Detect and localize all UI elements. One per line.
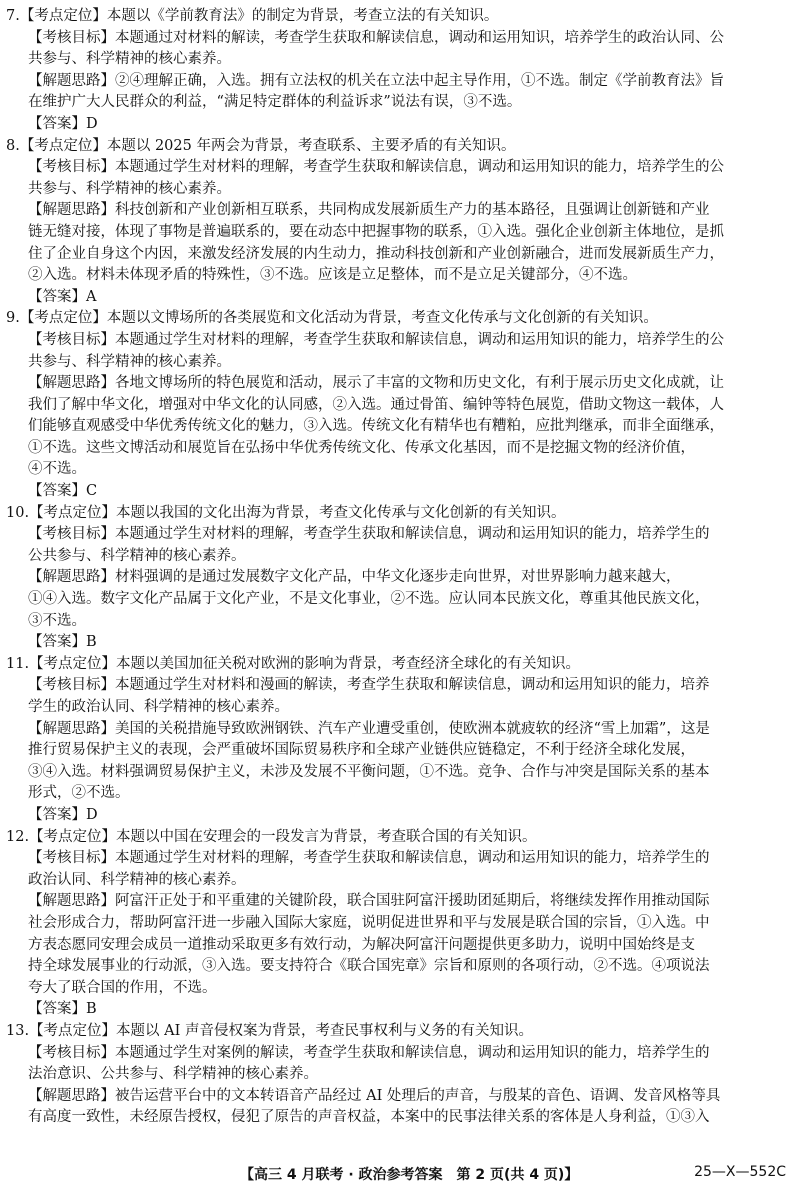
question-heading-line: 12.【考点定位】本题以中国在安理会的一段发言为背景，考查联合国的有关知识。 xyxy=(6,828,537,845)
question-text-line: ④不选。 xyxy=(28,461,86,478)
question-text-line: 方表态愿同安理会成员一道推动采取更多有效行动，为解决阿富汗问题提供更多助力，说明中国始终是支 xyxy=(28,936,695,953)
page-footer xyxy=(0,1164,800,1188)
answer-document xyxy=(6,6,794,1129)
footer-code: 25—X—552C xyxy=(694,1164,786,1180)
question-text-line: 【考核目标】本题通过对材料的解读，考查学生获取和解读信息，调动和运用知识，培养学生的政治认同、公 xyxy=(28,29,724,46)
question-text-line: 推行贸易保护主义的表现，会严重破坏国际贸易秩序和全球产业链供应链稳定，不利于经济全球化发展， xyxy=(28,742,695,759)
question-heading-line: 8.【考点定位】本题以 2025 年两会为背景，考查联系、主要矛盾的有关知识。 xyxy=(6,137,516,154)
question-text-line: ③④入选。材料强调贸易保护主义，未涉及发展不平衡问题，①不选。竞争、合作与冲突是国际关系的基本 xyxy=(28,763,710,780)
question-text-line: 【解题思路】科技创新和产业创新相互联系，共同构成发展新质生产力的基本路径，且强调让创新链和产业 xyxy=(28,202,710,219)
question-text-line: 【答案】B xyxy=(28,634,97,651)
question-text-line: 社会形成合力，帮助阿富汗进一步融入国际大家庭，说明促进世界和平与发展是联合国的宗旨，①入选。中 xyxy=(28,914,710,931)
footer-title: 【高三 4 月联考 · 政治参考答案 第 2 页(共 4 页)】 xyxy=(240,1167,579,1183)
question-text-line: 有高度一致性，未经原告授权，侵犯了原告的声音权益，本案中的民事法律关系的客体是人身利益，①③入 xyxy=(28,1109,710,1126)
question-block xyxy=(6,136,794,309)
question-heading-line: 11.【考点定位】本题以美国加征关税对欧洲的影响为背景，考查经济全球化的有关知识。 xyxy=(6,655,581,672)
question-text-line: 【解题思路】②④理解正确，入选。拥有立法权的机关在立法中起主导作用，①不选。制定《学前教育法》旨 xyxy=(28,72,724,89)
question-heading-line: 13.【考点定位】本题以 AI 声音侵权案为背景，考查民事权利与义务的有关知识。 xyxy=(6,1022,533,1039)
question-text-line: 在维护广大人民群众的利益，“满足特定群体的利益诉求”说法有误，③不选。 xyxy=(28,94,522,111)
question-text-line: ①不选。这些文博活动和展览旨在弘扬中华优秀传统文化、传承文化基因，而不是挖掘文物的经济价值， xyxy=(28,439,695,456)
question-text-line: 【答案】A xyxy=(28,288,97,305)
question-heading-line: 9.【考点定位】本题以文博场所的各类展览和文化活动为背景，考查文化传承与文化创新的有关知识。 xyxy=(6,310,658,327)
question-text-line: 【解题思路】阿富汗正处于和平重建的关键阶段，联合国驻阿富汗援助团延期后，将继续发挥作用推动国际 xyxy=(28,893,710,910)
question-heading-line: 10.【考点定位】本题以我国的文化出海为背景，考查文化传承与文化创新的有关知识。 xyxy=(6,504,566,521)
question-text-line: 【解题思路】材料强调的是通过发展数字文化产品，中华文化逐步走向世界，对世界影响力越来越大， xyxy=(28,569,681,586)
question-block xyxy=(6,308,794,502)
question-text-line: 政治认同、科学精神的核心素养。 xyxy=(28,871,246,888)
question-text-line: 【考核目标】本题通过学生对材料和漫画的解读，考查学生获取和解读信息，调动和运用知识的能力，培养 xyxy=(28,677,710,694)
question-text-line: 【考核目标】本题通过学生对材料的理解，考查学生获取和解读信息，调动和运用知识的能力，培养学生的 xyxy=(28,526,710,543)
question-text-line: 们能够直观感受中华优秀传统文化的魅力，③入选。传统文化有精华也有糟粕，应批判继承，而非全面继承， xyxy=(28,418,724,435)
question-text-line: 形式，②不选。 xyxy=(28,785,130,802)
question-block xyxy=(6,654,794,827)
question-text-line: 链无缝对接，体现了事物是普遍联系的，要在动态中把握事物的联系，①入选。强化企业创新主体地位，是抓 xyxy=(28,223,724,240)
question-block xyxy=(6,827,794,1021)
question-block xyxy=(6,1021,794,1129)
question-text-line: ③不选。 xyxy=(28,612,86,629)
question-text-line: ①④入选。数字文化产品属于文化产业，不是文化事业，②不选。应认同本民族文化，尊重其他民族文化， xyxy=(28,591,710,608)
question-text-line: 共参与、科学精神的核心素养。 xyxy=(28,180,231,197)
question-block xyxy=(6,503,794,654)
question-text-line: 【答案】B xyxy=(28,1001,97,1018)
question-text-line: 【考核目标】本题通过学生对材料的理解，考查学生获取和解读信息，调动和运用知识的能力，培养学生的公 xyxy=(28,159,724,176)
question-text-line: 法治意识、公共参与、科学精神的核心素养。 xyxy=(28,1066,318,1083)
question-text-line: 【解题思路】各地文博场所的特色展览和活动，展示了丰富的文物和历史文化，有利于展示历史文化成就，让 xyxy=(28,375,724,392)
question-text-line: 共参与、科学精神的核心素养。 xyxy=(28,51,231,68)
question-text-line: 【解题思路】美国的关税措施导致欧洲钢铁、汽车产业遭受重创，使欧洲本就疲软的经济“雪上加霜”，这是 xyxy=(28,720,710,737)
question-text-line: 【考核目标】本题通过学生对材料的理解，考查学生获取和解读信息，调动和运用知识的能力，培养学生的 xyxy=(28,850,710,867)
question-text-line: 【答案】D xyxy=(28,115,98,132)
question-text-line: 公共参与、科学精神的核心素养。 xyxy=(28,547,246,564)
question-heading-line: 7.【考点定位】本题以《学前教育法》的制定为背景，考查立法的有关知识。 xyxy=(6,8,499,24)
question-text-line: 我们了解中华文化，增强对中华文化的认同感，②入选。通过骨笛、编钟等特色展览，借助文物这一载体，人 xyxy=(28,396,724,413)
question-text-line: 【答案】C xyxy=(28,483,98,500)
question-text-line: 【答案】D xyxy=(28,806,98,823)
question-text-line: 持全球发展事业的行动派，③入选。要支持符合《联合国宪章》宗旨和原则的各项行动，②不选。④项说法 xyxy=(28,958,710,975)
question-text-line: 【考核目标】本题通过学生对案例的解读，考查学生获取和解读信息，调动和运用知识的能力，培养学生的 xyxy=(28,1044,710,1061)
question-text-line: 住了企业自身这个内因，来激发经济发展的内生动力，推动科技创新和产业创新融合，进而发展新质生产力， xyxy=(28,245,724,262)
question-text-line: ②入选。材料未体现矛盾的特殊性，③不选。应该是立足整体，而不是立足关键部分，④不选。 xyxy=(28,267,637,284)
question-block xyxy=(6,6,794,136)
question-text-line: 学生的政治认同、科学精神的核心素养。 xyxy=(28,699,289,715)
question-text-line: 【解题思路】被告运营平台中的文本转语音产品经过 AI 处理后的声音，与殷某的音色、语调、发音风格等具 xyxy=(28,1087,721,1104)
question-text-line: 【考核目标】本题通过学生对材料的理解，考查学生获取和解读信息，调动和运用知识的能力，培养学生的公 xyxy=(28,331,724,348)
question-text-line: 夸大了联合国的作用，不选。 xyxy=(28,979,217,996)
question-text-line: 共参与、科学精神的核心素养。 xyxy=(28,353,231,370)
